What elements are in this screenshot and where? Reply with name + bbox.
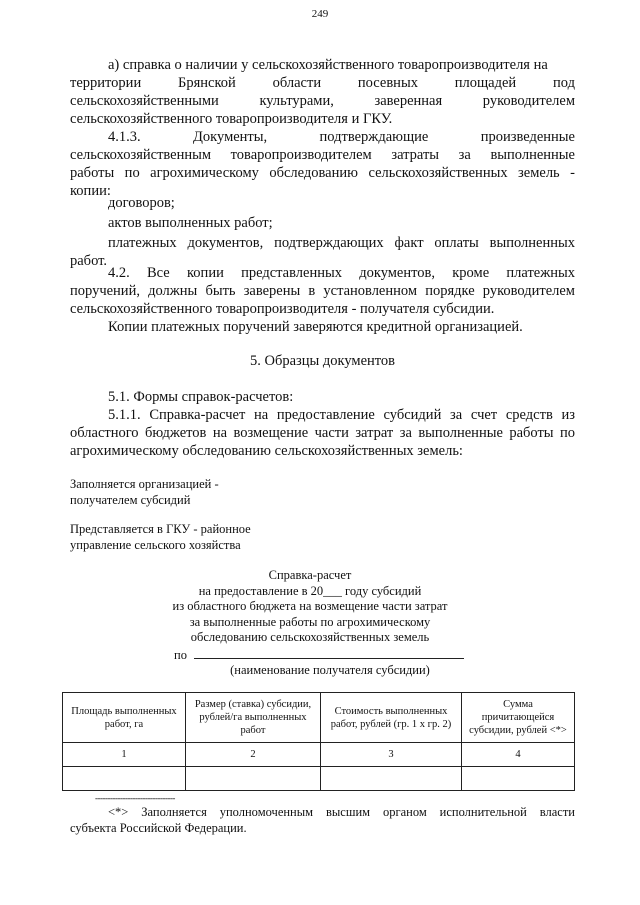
table-cell[interactable] — [321, 767, 462, 791]
paragraph-5-1-1-line: областного бюджетов на возмещение части затрат за выполненные работы по — [70, 425, 575, 441]
filled-by-line: Заполняется организацией - — [70, 477, 219, 491]
paragraph-a-line: а) справка о наличии у сельскохозяйственного товаропроизводителя на — [108, 57, 548, 73]
paragraph-4-1-3-line: работы по агрохимическому обследованию сельскохозяйственных земель - — [70, 165, 575, 181]
paragraph-4-1-3-line: 4.1.3. Документы, подтверждающие произведенные — [108, 129, 575, 145]
table-header-cell: Сумма причитающейся субсидии, рублей <*> — [462, 693, 575, 743]
form-title-line: за выполненные работы по агрохимическому — [189, 614, 431, 629]
filled-by-note — [70, 476, 330, 508]
table-header-row — [63, 693, 575, 743]
paragraph-4-2-line: 4.2. Все копии представленных документов, кроме платежных — [108, 265, 575, 281]
paragraph-5-1-1-line: агрохимическому обследованию сельскохозяйственных земель: — [70, 443, 463, 459]
recipient-caption: (наименование получателя субсидии) — [230, 663, 430, 677]
form-title-line: на предоставление в 20___ году субсидий — [198, 583, 422, 598]
list-item: актов выполненных работ; — [108, 215, 273, 231]
paragraph-a-line: территории Брянской области посевных площадей под — [70, 75, 575, 91]
submitted-to-line: Представляется в ГКУ - районное — [70, 522, 251, 536]
paragraph-a — [70, 56, 575, 128]
footnote-line: <*> Заполняется уполномоченным высшим органом исполнительной власти — [108, 805, 575, 819]
paragraph-4-1-3 — [70, 128, 575, 200]
table-header-cell: Размер (ставка) субсидии, рублей/га выполненных работ — [186, 693, 321, 743]
table-cell[interactable] — [186, 767, 321, 791]
paragraph-4-1-3-line: копии: — [70, 183, 111, 199]
form-title-line: Справка-расчет — [268, 568, 352, 582]
page-number: 249 — [311, 8, 329, 20]
list-item: платежных документов, подтверждающих факт оплаты выполненных — [108, 235, 575, 251]
column-number-cell: 3 — [321, 743, 462, 767]
column-number-cell: 2 — [186, 743, 321, 767]
paragraph-a-line: сельскохозяйственными культурами, заверенная руководителем — [70, 93, 575, 109]
paragraph-4-2-line: поручений, должны быть заверены в установленном порядке руководителем — [70, 283, 575, 299]
submitted-to-note — [70, 521, 330, 553]
table-header-cell: Стоимость выполненных работ, рублей (гр. 1 х гр. 2) — [321, 693, 462, 743]
paragraph-4-2-line: сельскохозяйственного товаропроизводителя - получателя субсидии. — [70, 301, 495, 317]
column-number-cell: 1 — [63, 743, 186, 767]
paragraph-4-1-3-line: сельскохозяйственным товаропроизводителем затраты за выполненные — [70, 147, 575, 163]
table-row — [63, 767, 575, 791]
section-title: 5. Образцы документов — [249, 353, 396, 369]
calculation-table — [62, 692, 575, 791]
footnote-separator: -------------------------------- — [95, 793, 175, 803]
form-title-line: из областного бюджета на возмещение части затрат — [172, 599, 448, 613]
footnote-line: субъекта Российской Федерации. — [70, 821, 247, 835]
table-cell[interactable] — [462, 767, 575, 791]
list-item: договоров; — [108, 195, 175, 211]
po-label: по — [174, 648, 187, 662]
table-cell[interactable] — [63, 767, 186, 791]
filled-by-line: получателем субсидий — [70, 493, 191, 507]
paragraph-4-2 — [70, 264, 575, 318]
table-header-cell: Площадь выполненных работ, га — [63, 693, 186, 743]
recipient-line — [174, 646, 474, 663]
recipient-name-field[interactable] — [194, 646, 464, 659]
documents-list — [70, 194, 575, 270]
paragraph-a-line: сельскохозяйственного товаропроизводителя и ГКУ. — [70, 111, 393, 127]
paragraph-5-1-1-line: 5.1.1. Справка-расчет на предоставление субсидий за счет средств из — [108, 407, 575, 423]
list-item: работ. — [70, 253, 107, 269]
paragraph-copies: Копии платежных поручений заверяются кредитной организацией. — [108, 319, 523, 335]
table-row — [63, 743, 575, 767]
paragraph-5-1-1 — [70, 406, 575, 460]
submitted-to-line: управление сельского хозяйства — [70, 538, 241, 552]
footnote — [70, 804, 575, 836]
column-number-cell: 4 — [462, 743, 575, 767]
form-title-line: обследованию сельскохозяйственных земель — [190, 630, 430, 644]
form-title — [160, 568, 460, 646]
paragraph-5-1: 5.1. Формы справок-расчетов: — [108, 389, 294, 405]
